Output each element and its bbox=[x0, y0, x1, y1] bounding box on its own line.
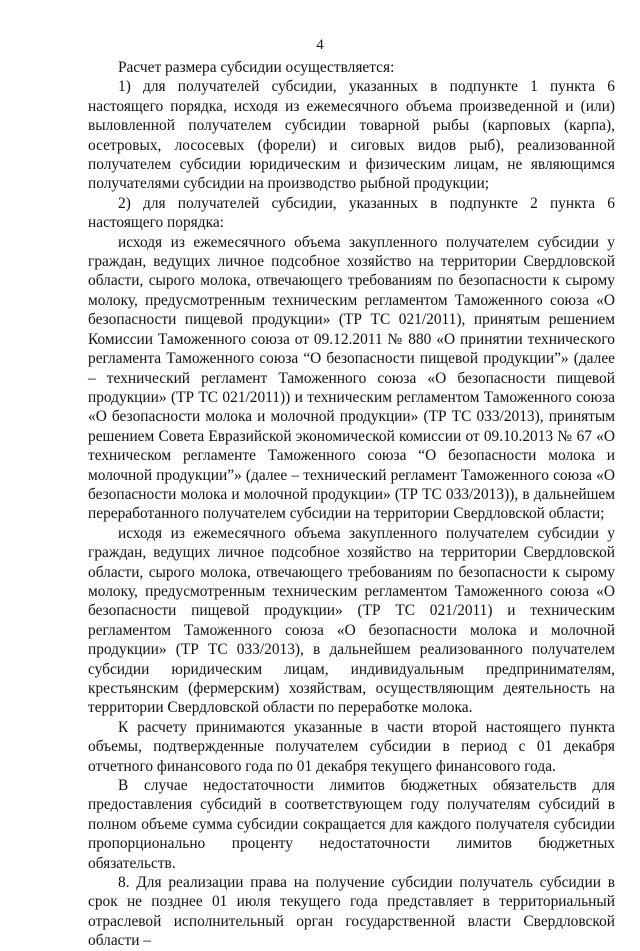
page-number: 4 bbox=[316, 37, 324, 53]
paragraph-item-2: 2) для получателей субсидии, указанных в подпункте 2 пункта 6 настоящего порядка: bbox=[88, 194, 615, 232]
paragraph-calculation-period: К расчету принимаются указанные в части второй настоящего пункта объемы, подтвержденные получателем субсидии в период с 01 декабря отчетного финансового года по 01 декабря текущего финансового года. bbox=[88, 718, 615, 775]
paragraph-milk-processed: исходя из ежемесячного объема закупленного получателем субсидии у граждан, ведущих личное подсобное хозяйство на территории Свердловской области, сырого молока, отвечающего требованиям по безопасности к сырому молоку, предусмотренным техническим регламентом Таможенного союза «О безопасности пищевой продукции» (ТР ТС 021/2011), принятым решением Комиссии Таможенного союза от 09.12.2011 № 880 «О принятии технического регламента Таможенного союза “О безопасности пищевой продукции”» (далее – технический регламент Таможенного союза «О безопасности пищевой продукции» (ТР ТС 021/2011)) и техническим регламентом Таможенного союза «О безопасности молока и молочной продукции» (ТР ТС 033/2013), принятым решением Совета Евразийской экономической комиссии от 09.10.2013 № 67 «О техническом регламенте Таможенного союза “О безопасности молока и молочной продукции”» (далее – технический регламент Таможенного союза «О безопасности молока и молочной продукции» (ТР ТС 033/2013)), в дальнейшем переработанного получателем субсидии на территории Свердловской области; bbox=[88, 233, 615, 523]
paragraph-budget-shortfall: В случае недостаточности лимитов бюджетных обязательств для предоставления субсидий в соответствующем году получателям субсидий в полном объеме сумма субсидии сокращается для каждого получателя субсидии пропорционально проценту недостаточности лимитов бюджетных обязательств. bbox=[88, 777, 615, 872]
paragraph-item-8: 8. Для реализации права на получение субсидии получатель субсидии в срок не позднее 01 июля текущего года представляет в территориальный отраслевой исполнительный орган государственной власти Свердловской области – bbox=[88, 874, 615, 950]
paragraph-milk-sold: исходя из ежемесячного объема закупленного получателем субсидии у граждан, ведущих личное подсобное хозяйство на территории Свердловской области, сырого молока, отвечающего требованиям по безопасности к сырому молоку, предусмотренным техническим регламентом Таможенного союза «О безопасности пищевой продукции» (ТР ТС 021/2011) и техническим регламентом Таможенного союза «О безопасности молока и молочной продукции» (ТР ТС 033/2013), в дальнейшем реализованного получателем субсидии юридическим лицам, индивидуальным предпринимателям, крестьянским (фермерским) хозяйствам, осуществляющим деятельность на территории Свердловской области по переработке молока. bbox=[88, 524, 615, 717]
document-body bbox=[88, 58, 615, 951]
paragraph-item-1: 1) для получателей субсидии, указанных в подпункте 1 пункта 6 настоящего порядка, исходя из ежемесячного объема произведенной и (или) выловленной получателем субсидии товарной рыбы (карповых (карпа), осетровых, лососевых (форели) и сиговых видов рыб), реализованной получателем субсидии юридическим и физическим лицам, не являющимся получателями субсидии на производство рыбной продукции; bbox=[88, 78, 615, 193]
paragraph-intro: Расчет размера субсидии осуществляется: bbox=[118, 59, 395, 76]
